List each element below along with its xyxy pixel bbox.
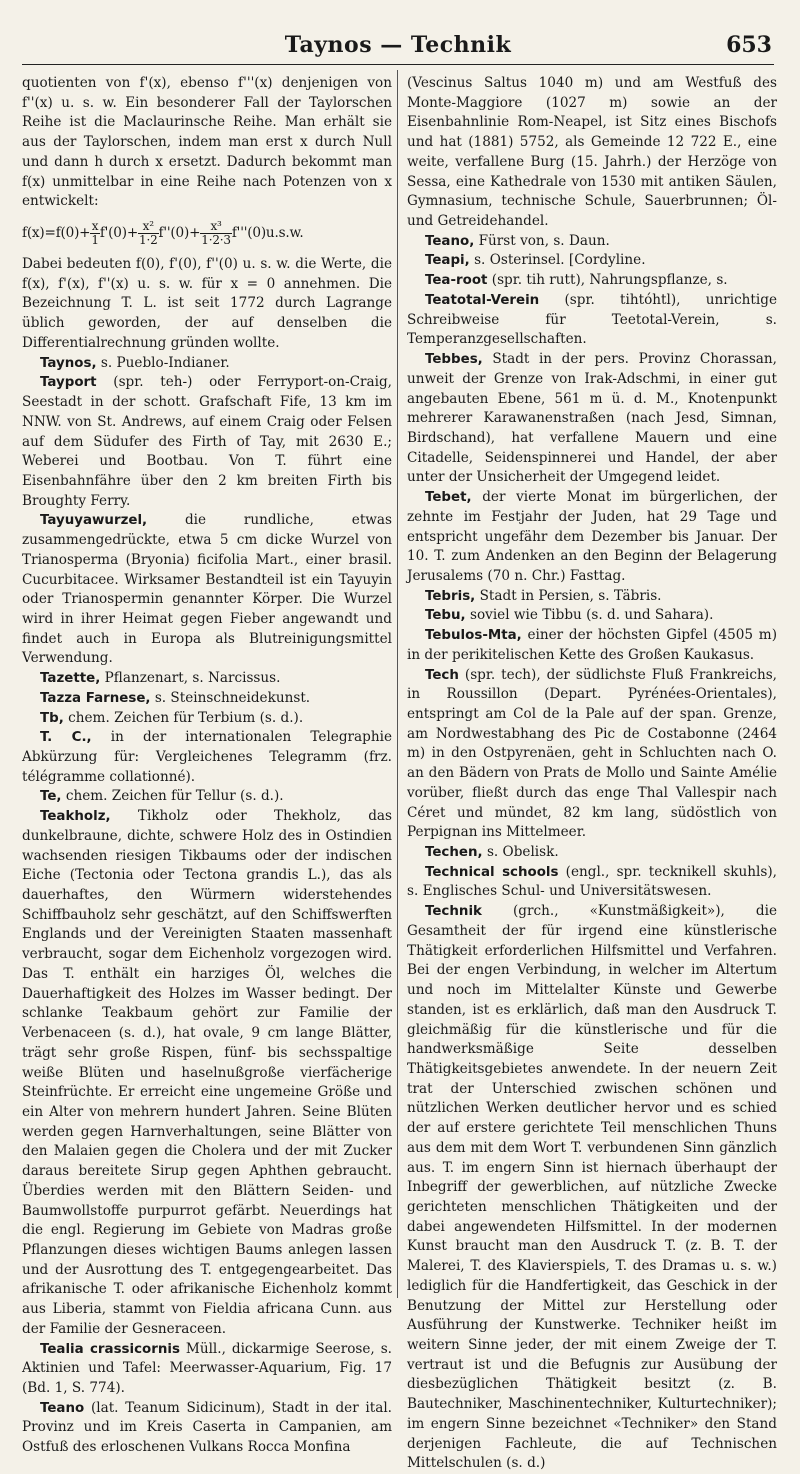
- entry-headword: Teatotal-Verein: [425, 292, 540, 308]
- maclaurin-formula: [22, 220, 392, 247]
- dictionary-entry: [22, 373, 392, 511]
- dictionary-entry: [22, 669, 392, 689]
- dictionary-entry: [22, 689, 392, 709]
- entry-headword: Tebulos-Mta,: [425, 628, 522, 644]
- entry-text: Stadt in der pers. Provinz Chorassan, unweit der Grenze von Irak-Adschmi, in einer gut angebauten Ebene, 561 m ü. d. M., Knotenpunkt mehrerer Karawanenstraßen (nach Jesd, Simnan, Birdschand), hat verfallene Mauern und eine Citadelle, Seidenspinnerei und Handel, der aber unter der Unsicherheit der Umgegend leidet.: [407, 351, 777, 486]
- entry-text: s. Obelisk.: [486, 844, 559, 861]
- dictionary-entry: [407, 843, 777, 863]
- entry-text: chem. Zeichen für Terbium (s. d.).: [68, 709, 304, 726]
- entry-headword: Tazza Farnese,: [40, 690, 151, 706]
- dictionary-entry: [407, 291, 777, 350]
- dictionary-entry: [22, 354, 392, 374]
- entry-text: (lat. Teanum Sidicinum), Stadt in der ital. Provinz und im Kreis Caserta in Campanien, am Ostfuß des erloschenen Vulkans Rocca Monfina: [22, 1399, 392, 1456]
- dictionary-entry: [407, 271, 777, 291]
- entry-headword: Te,: [40, 789, 62, 805]
- dictionary-entry: [407, 232, 777, 252]
- entry-headword: Tayport: [40, 375, 97, 391]
- left-column: [22, 74, 393, 1456]
- entry-text: Müll., dickarmige Seerose, s. Aktinien und Tafel: Meerwasser-Aquarium, Fig. 17 (Bd. 1, S. 774).: [22, 1340, 393, 1396]
- entry-headword: Tebbes,: [425, 352, 483, 368]
- dictionary-entry: [407, 488, 777, 587]
- entry-headword: Techen,: [425, 845, 483, 861]
- formula-term: f''(0)+: [158, 225, 201, 242]
- entry-headword: Tebris,: [425, 588, 476, 604]
- entry-headword: Tealia crassicornis: [40, 1341, 180, 1357]
- entry-headword: Technical schools: [425, 864, 559, 880]
- fraction-denominator: 1: [91, 233, 99, 248]
- dictionary-entry: [407, 251, 777, 271]
- entry-text: Fürst von, s. Daun.: [478, 232, 610, 249]
- entry-text: die rundliche, etwas zusammengedrückte, etwa 5 cm dicke Wurzel von Trianosperma (Bryonia) ficifolia Mart., einer brasil. Cucurbitacee. Wirksamer Bestandteil ist ein Tayuyin oder Trianospermin genannter Körper. Die Wurzel wird in ihrer Heimat gegen Fieber angewandt und findet auch in Europa als Blutreinigungsmittel Verwendung.: [22, 512, 392, 667]
- formula-fraction: [200, 220, 232, 247]
- dictionary-entry: [407, 626, 777, 665]
- entry-text: chem. Zeichen für Tellur (s. d.).: [65, 788, 284, 805]
- entry-headword: Taynos,: [40, 355, 97, 371]
- running-header: [22, 30, 774, 65]
- entry-text: s. Steinschneidekunst.: [154, 689, 311, 706]
- continued-text: Dabei bedeuten f(0), f'(0), f''(0) u. s. w. die Werte, die f(x), f'(x), f''(x) u. s. w. für x = 0 annehmen. Die Bezeichnung T. L. ist seit 1772 durch Lagrange üblich geworden, der auf denselben die Differentialrechnung gründen wollte.: [22, 256, 392, 351]
- entry-headword: Teakholz,: [40, 809, 111, 825]
- continued-text: (Vescinus Saltus 1040 m) und am Westfuß des Monte-Maggiore (1027 m) sowie an der Eisenbahnlinie Rom-Neapel, ist Sitz eines Bischofs und hat (1881) 5752, als Gemeinde 12 722 E., eine weite, verfallene Burg (15. Jahrh.) der Herzöge von Sessa, eine Kathedrale von 1530 mit antiken Säulen, Gymnasium, technische Schule, Sauerbrunnen; Öl- und Getreidehandel.: [407, 75, 777, 230]
- fraction-denominator: 1·2: [139, 233, 158, 248]
- continued-text: quotienten von f'(x), ebenso f'''(x) denjenigen von f''(x) u. s. w. Ein besonderer Fall der Taylorschen Reihe ist die Maclaurinsche Reihe. Man erhält sie aus der Taylorschen, indem man erst x durch Null und dann h durch x ersetzt. Dadurch bekommt man f(x) unmittelbar in eine Reihe nach Potenzen von x entwickelt:: [22, 75, 392, 210]
- page-number: 653: [726, 32, 772, 58]
- entry-headword: Tebu,: [425, 608, 466, 624]
- entry-text: einer der höchsten Gipfel (4505 m) in der perikitelischen Kette des Großen Kaukasus.: [407, 627, 777, 663]
- dictionary-entry: [22, 807, 392, 1339]
- fraction-numerator: x²: [138, 220, 158, 234]
- dictionary-entry: [407, 666, 777, 843]
- entry-text: Stadt in Persien, s. Täbris.: [479, 587, 662, 604]
- entry-headword: Technik: [425, 904, 482, 920]
- dictionary-entry: [407, 863, 777, 902]
- entry-headword: Tebet,: [425, 490, 472, 506]
- entry-text: (spr. tih rutt), Nahrungspflanze, s.: [491, 272, 728, 289]
- entry-headword: Tayuyawurzel,: [40, 513, 148, 529]
- page-title: Taynos — Technik: [284, 32, 512, 58]
- entry-text: (spr. teh-) oder Ferryport-on-Craig, Seestadt in der schott. Grafschaft Fife, 13 km im NNW. von St. Andrews, auf einem Craig oder Felsen auf dem Südufer des Firth of Tay, mit 2630 E.; Weberei und Bootbau. Von T. führt eine Eisenbahnfähre über den 2 km breiten Firth bis Broughty Ferry.: [22, 374, 392, 509]
- dictionary-entry: [407, 606, 777, 626]
- dictionary-entry: [22, 787, 392, 807]
- entry-headword: Teano: [40, 1400, 85, 1416]
- dictionary-entry: [407, 902, 777, 1474]
- entry-text: s. Pueblo-Indianer.: [100, 354, 230, 371]
- entry-headword: Teano,: [425, 233, 475, 249]
- formula-fraction: [138, 220, 158, 247]
- fraction-numerator: x³: [200, 220, 232, 234]
- entry-text: soviel wie Tibbu (s. d. und Sahara).: [469, 607, 714, 624]
- entry-text: der vierte Monat im bürgerlichen, der zehnte im Festjahr der Juden, hat 29 Tage und entspricht ungefähr dem Dezember bis Januar. Der 10. T. zum Andenken an den Beginn der Belagerung Jerusalems (70 n. Chr.) Fasttag.: [407, 489, 777, 584]
- fraction-numerator: x: [91, 219, 99, 234]
- dictionary-entry: [22, 1399, 392, 1458]
- formula-term: f'(0)+: [99, 225, 139, 242]
- entry-list: [22, 354, 392, 1458]
- dictionary-entry: [22, 728, 392, 787]
- entry-headword: Tea-root: [425, 273, 488, 289]
- entry-text: (spr. tihtóhtl), unrichtige Schreibweise für Teetotal-Verein, s. Temperanzgesellschaften.: [407, 291, 777, 348]
- entry-text: (engl., spr. tecknikell skuhls), s. Englisches Schul- und Universitätswesen.: [407, 863, 777, 900]
- column-divider: [397, 70, 398, 1298]
- entry-text: (grch., «Kunstmäßigkeit»), die Gesamtheit der für irgend eine künstlerische Thätigkeit erforderlichen Hilfsmittel und Verfahren. Bei der engen Verbindung, in welcher im Altertum und noch im Mittelalter Künste und Gewerbe standen, ist es erklärlich, daß man den Ausdruck T. gleichmäßig für die künstlerische und für die handwerksmäßige Seite desselben Thätigkeitsgebietes anwendete. In der neuern Zeit trat der Unterschied zwischen schönen und nützlichen Werken deutlicher hervor und es schied der auf erstere gerichtete Teil menschlichen Thuns aus dem mit dem Wort T. verbundenen Sinn gänzlich aus. T. im engern Sinn ist hiernach überhaupt der Inbegriff der gewerblichen, auf nützliche Zwecke gerichteten menschlichen Thätigkeiten und der dabei angewendeten Hilfsmittel. In der modernen Kunst braucht man den Ausdruck T. (z. B. T. der Malerei, T. des Klavierspiels, T. des Dramas u. s. w.) lediglich für die Handfertigkeit, das Geschick in der Benutzung der Mittel zur Herstellung oder Ausführung der Kunstwerke. Techniker heißt im weitern Sinne jeder, der mit einem Zweige der T. vertraut ist und die Befugnis zur Ausübung der diesbezüglichen Thätigkeit besitzt (z. B. Bautechniker, Maschinentechniker, Kulturtechniker); im engern Sinne bezeichnet «Techniker» den Stand derjenigen Fachleute, die auf Technischen Mittelschulen (s. d.): [407, 903, 777, 1472]
- dictionary-entry: [22, 1340, 392, 1399]
- formula-end: f'''(0)u.s.w.: [231, 225, 304, 242]
- right-column: [407, 74, 777, 1472]
- formula-start: f(x)=f(0)+: [22, 225, 91, 242]
- fraction-denominator: 1·2·3: [201, 233, 231, 248]
- dictionary-entry: [22, 511, 392, 669]
- dictionary-entry: [407, 587, 777, 607]
- entry-text: (spr. tech), der südlichste Fluß Frankreichs, in Roussillon (Depart. Pyrénées-Orientales), entspringt am Col de la Pale auf der span. Grenze, am Nordwestabhang des Pic de Costabonne (2464 m) in den Ostpyrenäen, geht in Schluchten nach O. an den Bädern von Prats de Mollo und Sainte Amélie vorüber, fließt durch das enge Thal Vallespir nach Céret und mündet, 82 km lang, südöstlich von Perpignan ins Mittelmeer.: [407, 666, 777, 841]
- dictionary-entry: [22, 709, 392, 729]
- entry-headword: Tech: [425, 667, 459, 683]
- entry-headword: T. C.,: [40, 730, 92, 746]
- entry-headword: Teapi,: [425, 253, 470, 269]
- formula-fraction: [90, 220, 99, 247]
- entry-text: s. Osterinsel. [Cordyline.: [474, 252, 646, 269]
- entry-list: [407, 232, 777, 1474]
- entry-text: Pflanzenart, s. Narcissus.: [104, 670, 281, 687]
- entry-text: in der internationalen Telegraphie Abkürzung für: Vergleichenes Telegramm (frz. télégramme collationné).: [22, 729, 392, 785]
- entry-headword: Tazette,: [40, 671, 101, 687]
- entry-headword: Tb,: [40, 710, 64, 726]
- dictionary-entry: [407, 350, 777, 488]
- entry-text: Tikholz oder Thekholz, das dunkelbraune, dichte, schwere Holz des in Ostindien wachsenden riesigen Tikbaums oder der indischen Eiche (Tectonia oder Tectona grandis L.), das als dauerhaftes, den Würmern widerstehendes Schiffbauholz sehr geschätzt, auf den Schiffswerften Englands und der Vereinigten Staaten massenhaft verbraucht, sogar dem Eichenholz vorgezogen wird. Das T. enthält ein harziges Öl, welches die Dauerhaftigkeit des Holzes im Wasser bedingt. Der schlanke Teakbaum gehört zur Familie der Verbenaceen (s. d.), hat ovale, 9 cm lange Blätter, trägt sehr große Rispen, fünf- bis sechsspaltige weiße Blüten und haselnußgroße vierfächerige Steinfrüchte. Er erreicht eine ungemeine Größe und ein Alter von mehrern hundert Jahren. Seine Blüten werden gegen Harnverhaltungen, seine Blätter von den Malaien gegen die Cholera und der mit Zucker daraus bereitete Sirup gegen Aphthen gebraucht. Überdies werden mit den Blättern Seiden- und Baumwollstoffe purpurrot gefärbt. Neuerdings hat die engl. Regierung im Gebiete von Madras große Pflanzungen dieses wichtigen Baums anlegen lassen und der Ausrottung des T. entgegengearbeitet. Das afrikanische T. oder afrikanische Eichenholz kommt aus Liberia, stammt von Fieldia africana Cunn. aus der Familie der Gesneraceen.: [22, 808, 392, 1337]
